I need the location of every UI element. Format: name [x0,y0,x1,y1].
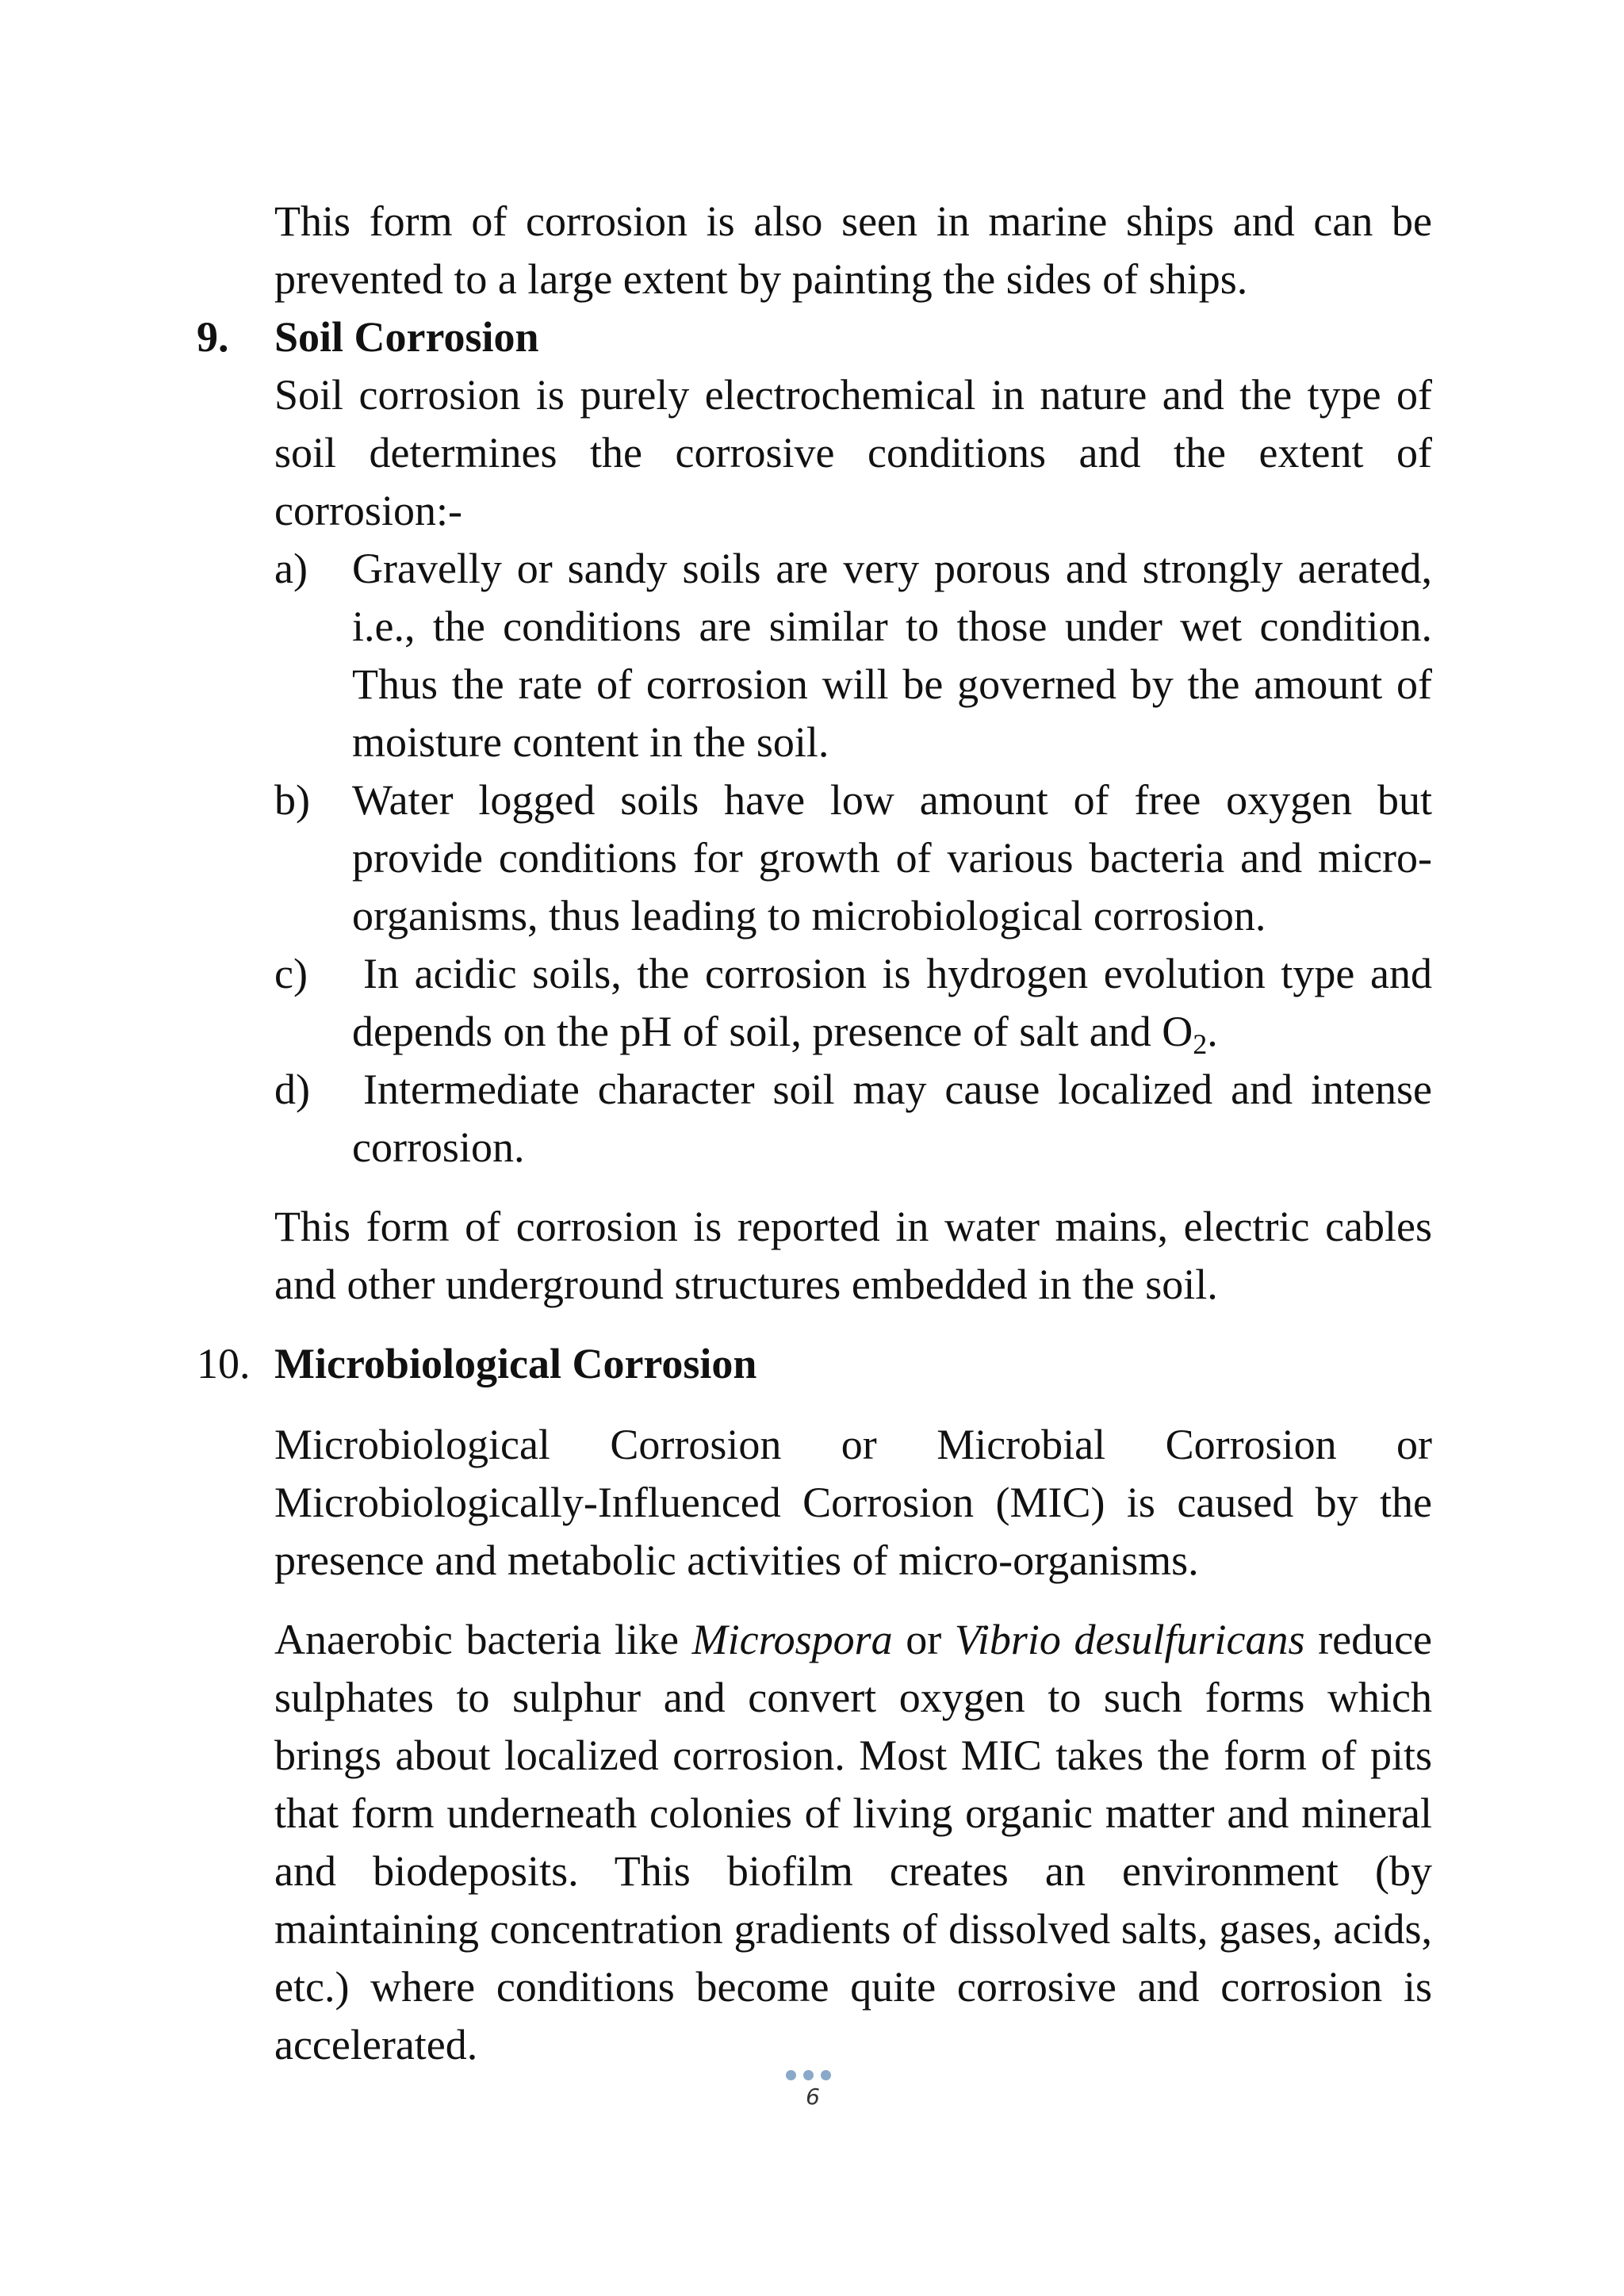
soil-item-a-marker: a) [274,545,308,592]
soil-item-c-end: . [1207,1008,1218,1055]
section-9-number: 9. [197,313,229,361]
section-9-closing: This form of corrosion is reported in water mains, electric cables and other underground structures embedded in the soil. [274,1203,1432,1308]
species-vibrio: Vibrio desulfuricans [954,1616,1305,1663]
soil-item-c-text [352,945,1432,1061]
page-number: 6 [806,2084,820,2110]
soil-item-a-text: Gravelly or sandy soils are very porous and strongly aerated, i.e., the conditions are similar to those under wet condition. Thus the rate of corrosion will be governed by the amount of moisture content in the soil. [352,545,1432,766]
para2-mid: or [892,1616,955,1663]
intro-paragraph: This form of corrosion is also seen in marine ships and can be prevented to a large extent by painting the sides of ships. [274,197,1432,303]
section-10-number: 10. [197,1340,251,1387]
section-9-intro: Soil corrosion is purely electrochemical in nature and the type of soil determines the corrosive conditions and the extent of corrosion:- [274,371,1432,534]
species-microspora: Microspora [691,1616,893,1663]
footer-dots-ornament [786,2070,841,2081]
soil-item-b-marker: b) [274,776,310,824]
soil-item-c-marker: c) [274,950,308,997]
soil-item-d-text [352,1061,1432,1177]
para2-rest: reduce sulphates to sulphur and convert oxygen to such forms which brings about localized corrosion. Most MIC takes the form of pits that form underneath colonies of living organic matter and mineral and biodeposits. This biofilm creates an environment (by maintaining concentration gradients of dissolved salts, gases, acids, etc.) where conditions become quite corrosive and corrosion is accelerated. [274,1616,1432,2068]
section-10-paragraph-1: Microbiological Corrosion or Microbial Corrosion or Microbiologically-Influenced Corrosion (MIC) is caused by the presence and metabolic activities of micro-organisms. [274,1421,1432,1584]
soil-item-d-marker: d) [274,1066,310,1113]
section-10-paragraph-2 [274,1611,1432,2074]
soil-item-d-body: Intermediate character soil may cause localized and intense corrosion. [352,1066,1432,1171]
footer-dot-icon [786,2070,796,2080]
soil-item-c-body: In acidic soils, the corrosion is hydrogen evolution type and depends on the pH of soil, presence of salt and O [352,950,1432,1055]
footer-dot-icon [821,2070,831,2080]
section-9-title: Soil Corrosion [274,313,539,361]
soil-item-b-text: Water logged soils have low amount of free oxygen but provide conditions for growth of various bacteria and micro-organisms, thus leading to microbiological corrosion. [352,776,1432,939]
footer-dot-icon [803,2070,814,2080]
section-10-title: Microbiological Corrosion [274,1340,757,1387]
soil-item-c-subscript: 2 [1193,1028,1208,1060]
para2-start: Anaerobic bacteria like [274,1616,692,1663]
